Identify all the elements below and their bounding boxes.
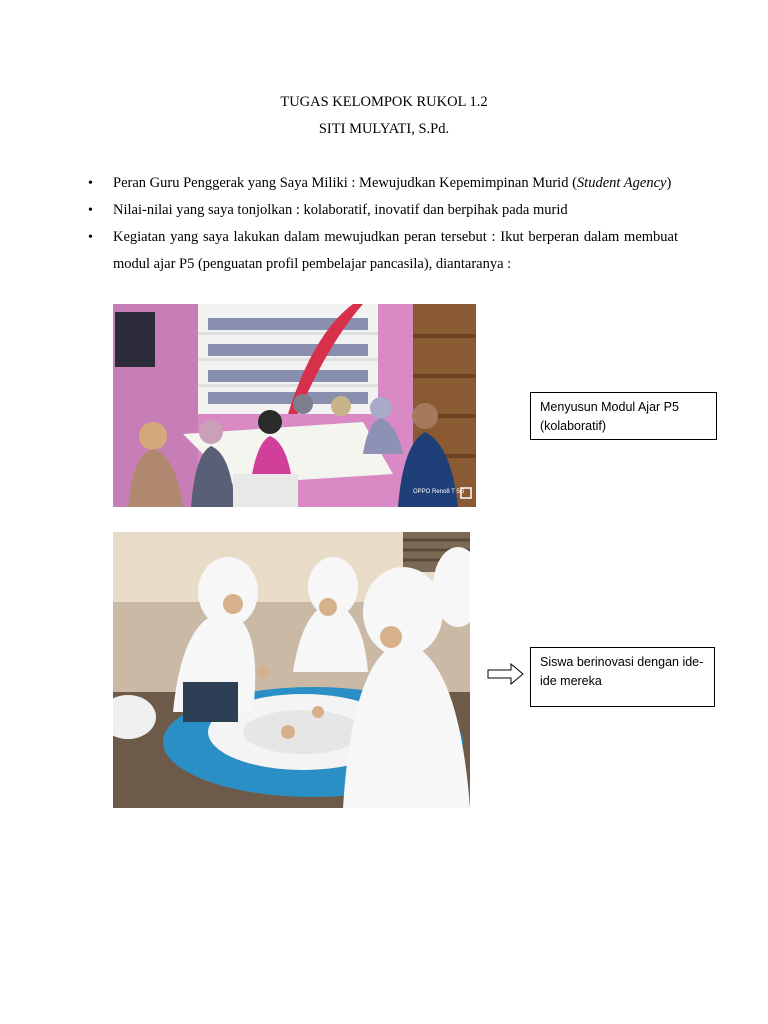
caption-box-collaborative: Menyusun Modul Ajar P5 (kolaboratif)	[530, 392, 717, 440]
photo-students-craft	[113, 532, 470, 808]
camera-stamp: OPPO Reno8 T 5G	[413, 489, 465, 495]
photo-teachers-library	[113, 304, 476, 507]
bullet-text: Kegiatan yang saya lakukan dalam mewujudkan peran tersebut : Ikut berperan dalam membuat modul ajar P5 (penguatan profil pembelajar pancasila), diantaranya :	[113, 229, 678, 272]
bullet-text: Nilai-nilai yang saya tonjolkan : kolaboratif, inovatif dan berpihak pada murid	[113, 202, 568, 218]
bullet-item-values	[88, 197, 678, 224]
bullet-item-role	[88, 170, 678, 197]
bullet-italic-text: Student Agency	[576, 175, 667, 191]
bullet-text: Peran Guru Penggerak yang Saya Miliki : Mewujudkan Kepemimpinan Murid (	[113, 175, 577, 191]
bullet-item-activities	[88, 224, 678, 278]
bullet-text-end: )	[666, 175, 672, 191]
caption-box-innovation: Siswa berinovasi dengan ide-ide mereka	[530, 647, 715, 707]
bullet-list	[88, 170, 678, 278]
bullet-icon: •	[88, 230, 93, 245]
bullet-icon: •	[88, 203, 93, 218]
right-arrow-icon	[487, 663, 525, 685]
document-author: SITI MULYATI, S.Pd.	[318, 121, 450, 137]
document-title: TUGAS KELOMPOK RUKOL 1.2	[280, 94, 488, 110]
bullet-icon: •	[88, 176, 93, 191]
